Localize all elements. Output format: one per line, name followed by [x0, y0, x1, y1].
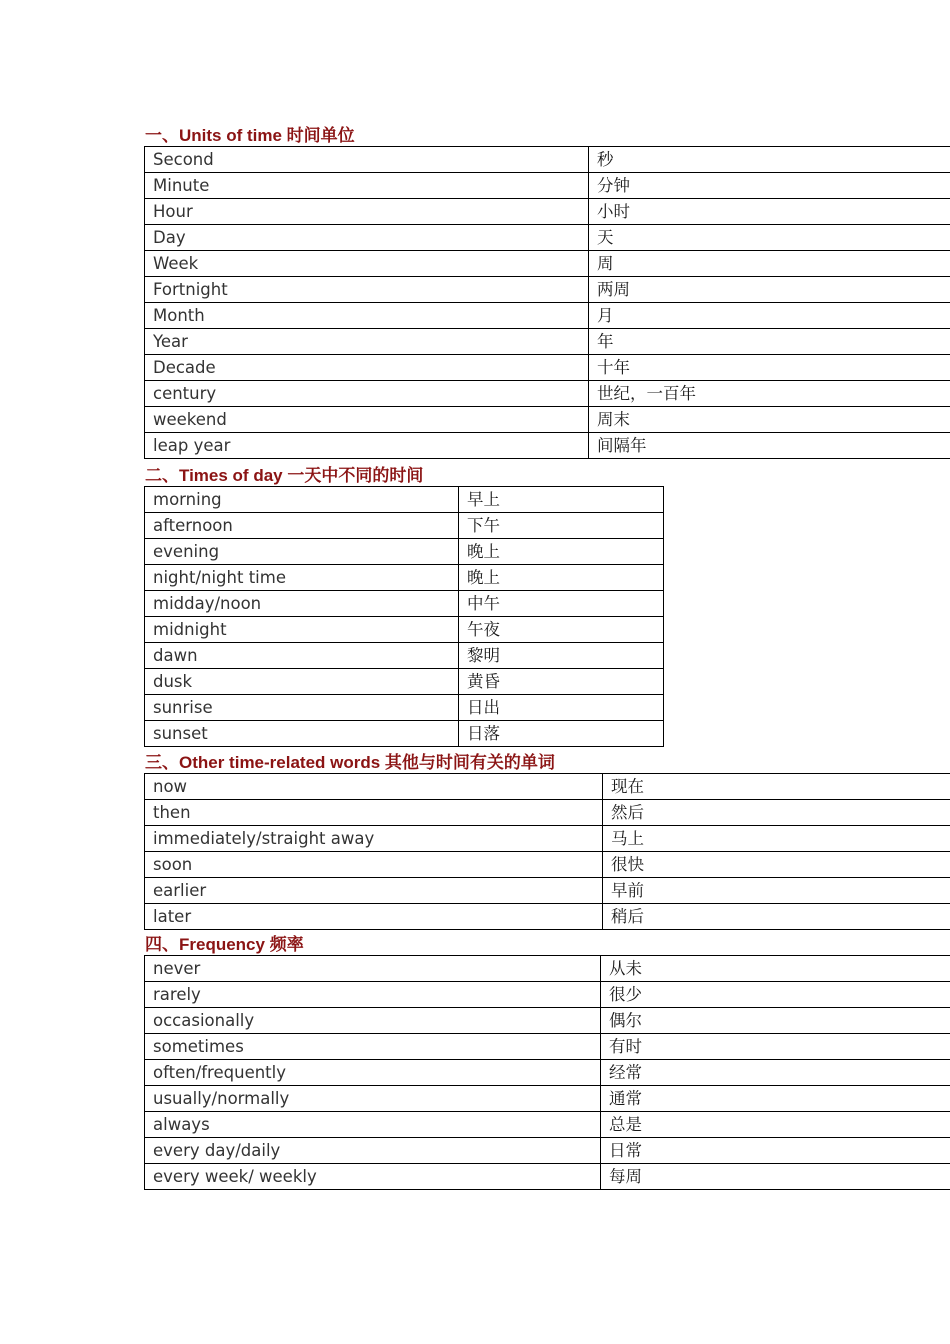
table-row	[145, 565, 664, 591]
section-heading: 二、Times of day 一天中不同的时间	[145, 466, 424, 485]
chinese-translation: 稍后	[603, 904, 950, 930]
table-row	[145, 407, 950, 433]
table-row	[145, 852, 950, 878]
english-term: afternoon	[145, 513, 459, 539]
section-other-time-words	[144, 753, 950, 930]
english-term: leap year	[145, 433, 589, 459]
table-row	[145, 173, 950, 199]
chinese-translation: 日常	[601, 1138, 950, 1164]
table-row	[145, 539, 664, 565]
section-units-of-time	[144, 126, 950, 459]
english-term: Year	[145, 329, 589, 355]
table-row	[145, 329, 950, 355]
english-term: occasionally	[145, 1008, 601, 1034]
english-term: weekend	[145, 407, 589, 433]
table-row	[145, 147, 950, 173]
table-row	[145, 487, 664, 513]
table-row	[145, 1138, 950, 1164]
english-term: century	[145, 381, 589, 407]
vocab-table-units	[144, 146, 950, 459]
section-heading: 三、Other time-related words 其他与时间有关的单词	[145, 753, 555, 772]
chinese-translation: 偶尔	[601, 1008, 950, 1034]
table-row	[145, 826, 950, 852]
table-row	[145, 617, 664, 643]
english-term: evening	[145, 539, 459, 565]
table-row	[145, 904, 950, 930]
chinese-translation: 天	[589, 225, 950, 251]
chinese-translation: 早上	[459, 487, 664, 513]
english-term: usually/normally	[145, 1086, 601, 1112]
table-row	[145, 982, 950, 1008]
english-term: soon	[145, 852, 603, 878]
english-term: Hour	[145, 199, 589, 225]
table-row	[145, 591, 664, 617]
chinese-translation: 周末	[589, 407, 950, 433]
english-term: later	[145, 904, 603, 930]
english-term: Decade	[145, 355, 589, 381]
table-row	[145, 800, 950, 826]
table-row	[145, 277, 950, 303]
table-row	[145, 199, 950, 225]
chinese-translation: 下午	[459, 513, 664, 539]
vocab-table-frequency	[144, 955, 950, 1190]
table-row	[145, 643, 664, 669]
table-row	[145, 513, 664, 539]
section-frequency	[144, 935, 950, 1190]
english-term: sunrise	[145, 695, 459, 721]
english-term: now	[145, 774, 603, 800]
chinese-translation: 世纪，一百年	[589, 381, 950, 407]
chinese-translation: 午夜	[459, 617, 664, 643]
table-row	[145, 1060, 950, 1086]
english-term: Fortnight	[145, 277, 589, 303]
chinese-translation: 黄昏	[459, 669, 664, 695]
section-heading: 一、Units of time 时间单位	[145, 126, 355, 145]
chinese-translation: 日出	[459, 695, 664, 721]
chinese-translation: 分钟	[589, 173, 950, 199]
chinese-translation: 两周	[589, 277, 950, 303]
english-term: Day	[145, 225, 589, 251]
english-term: every week/ weekly	[145, 1164, 601, 1190]
section-times-of-day	[144, 466, 664, 747]
chinese-translation: 有时	[601, 1034, 950, 1060]
table-row	[145, 669, 664, 695]
english-term: rarely	[145, 982, 601, 1008]
chinese-translation: 黎明	[459, 643, 664, 669]
chinese-translation: 中午	[459, 591, 664, 617]
chinese-translation: 周	[589, 251, 950, 277]
chinese-translation: 月	[589, 303, 950, 329]
table-row	[145, 433, 950, 459]
english-term: Minute	[145, 173, 589, 199]
table-row	[145, 1008, 950, 1034]
table-row	[145, 1086, 950, 1112]
english-term: sunset	[145, 721, 459, 747]
table-row	[145, 355, 950, 381]
english-term: earlier	[145, 878, 603, 904]
english-term: often/frequently	[145, 1060, 601, 1086]
chinese-translation: 每周	[601, 1164, 950, 1190]
table-row	[145, 1112, 950, 1138]
english-term: sometimes	[145, 1034, 601, 1060]
chinese-translation: 秒	[589, 147, 950, 173]
chinese-translation: 间隔年	[589, 433, 950, 459]
chinese-translation: 很少	[601, 982, 950, 1008]
chinese-translation: 然后	[603, 800, 950, 826]
table-row	[145, 225, 950, 251]
table-row	[145, 303, 950, 329]
chinese-translation: 通常	[601, 1086, 950, 1112]
table-row	[145, 251, 950, 277]
vocab-table-times-of-day	[144, 486, 664, 747]
table-row	[145, 721, 664, 747]
english-term: every day/daily	[145, 1138, 601, 1164]
chinese-translation: 从未	[601, 956, 950, 982]
chinese-translation: 现在	[603, 774, 950, 800]
table-row	[145, 774, 950, 800]
english-term: morning	[145, 487, 459, 513]
table-row	[145, 381, 950, 407]
english-term: dawn	[145, 643, 459, 669]
english-term: Second	[145, 147, 589, 173]
english-term: Week	[145, 251, 589, 277]
chinese-translation: 早前	[603, 878, 950, 904]
table-row	[145, 695, 664, 721]
english-term: Month	[145, 303, 589, 329]
chinese-translation: 晚上	[459, 565, 664, 591]
chinese-translation: 日落	[459, 721, 664, 747]
chinese-translation: 十年	[589, 355, 950, 381]
chinese-translation: 总是	[601, 1112, 950, 1138]
chinese-translation: 很快	[603, 852, 950, 878]
chinese-translation: 小时	[589, 199, 950, 225]
vocab-table-other-words	[144, 773, 950, 930]
english-term: night/night time	[145, 565, 459, 591]
chinese-translation: 晚上	[459, 539, 664, 565]
english-term: never	[145, 956, 601, 982]
chinese-translation: 马上	[603, 826, 950, 852]
english-term: midday/noon	[145, 591, 459, 617]
chinese-translation: 经常	[601, 1060, 950, 1086]
table-row	[145, 878, 950, 904]
english-term: dusk	[145, 669, 459, 695]
english-term: immediately/straight away	[145, 826, 603, 852]
english-term: midnight	[145, 617, 459, 643]
english-term: always	[145, 1112, 601, 1138]
table-row	[145, 956, 950, 982]
table-row	[145, 1034, 950, 1060]
table-row	[145, 1164, 950, 1190]
english-term: then	[145, 800, 603, 826]
chinese-translation: 年	[589, 329, 950, 355]
section-heading: 四、Frequency 频率	[145, 935, 304, 954]
